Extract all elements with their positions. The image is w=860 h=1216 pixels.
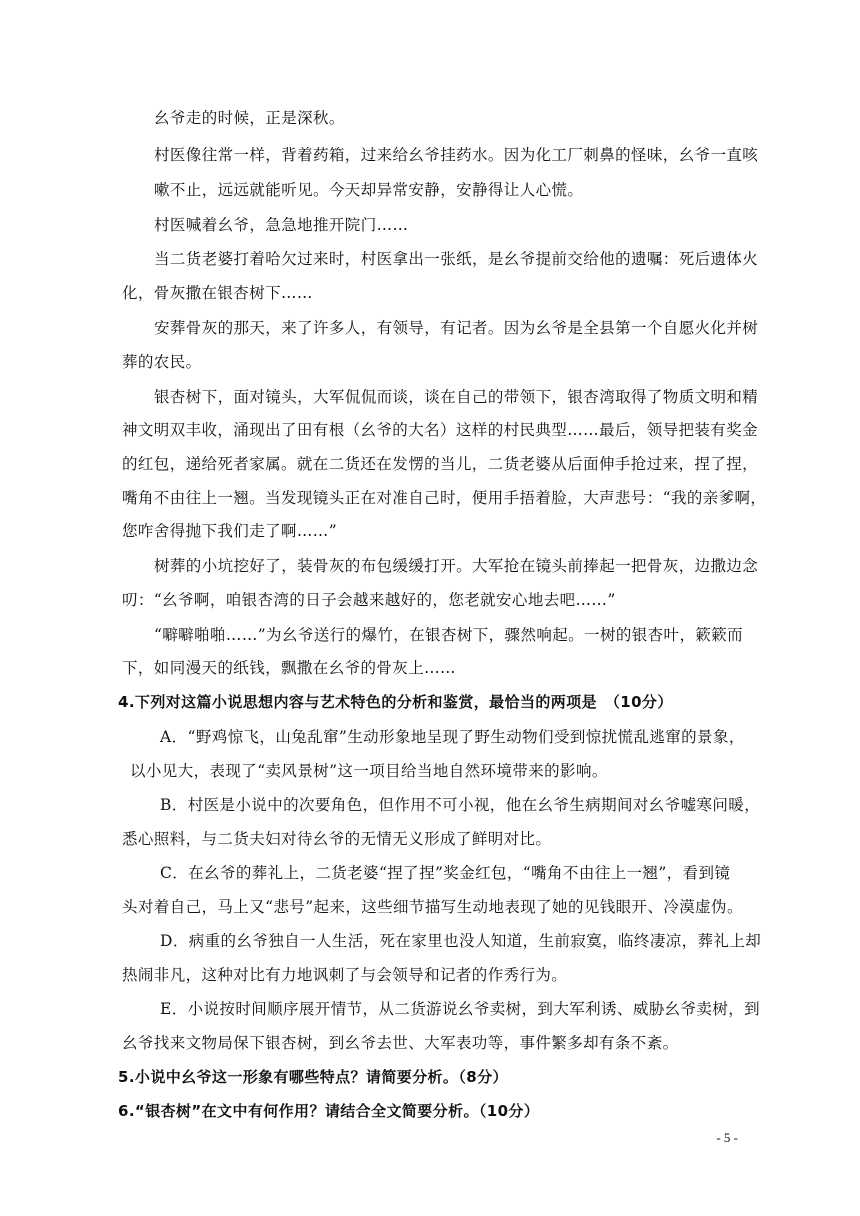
story-line: 嘴角不由往上一翘。当发现镜头正在对准自己时，便用手捂着脸，大声悲号：“我的亲爹啊， <box>122 489 767 507</box>
page-number: - 5 - <box>716 1130 738 1145</box>
option-a-line2: 以小见大，表现了“卖风景树”这一项目给当地自然环境带来的影响。 <box>130 762 608 780</box>
story-line: 化，骨灰撒在银杏树下…… <box>122 284 313 302</box>
story-line: 当二货老婆打着哈欠过来时，村医拿出一张纸，是幺爷提前交给他的遗嘱：死后遗体火 <box>154 250 759 268</box>
option-b-line2: 悉心照料，与二货夫妇对待幺爷的无情无义形成了鲜明对比。 <box>122 830 552 848</box>
story-line: 下，如同漫天的纸钱，飘撒在幺爷的骨灰上…… <box>122 659 456 677</box>
option-d-line2: 热闹非凡，这种对比有力地讽刺了与会领导和记者的作秀行为。 <box>122 966 568 984</box>
story-line: 安葬骨灰的那天，来了许多人，有领导，有记者。因为幺爷是全县第一个自愿火化并树 <box>154 319 759 337</box>
story-line: 村医喊着幺爷，急急地推开院门…… <box>154 216 409 234</box>
story-line: 树葬的小坑挖好了，装骨灰的布包缓缓打开。大军抢在镜头前捧起一把骨灰，边撒边念 <box>154 557 759 575</box>
question-5: 5.小说中幺爷这一形象有哪些特点？请简要分析。（8分） <box>118 1068 508 1086</box>
story-line: 村医像往常一样，背着药箱，过来给幺爷挂药水。因为化工厂刺鼻的怪味，幺爷一直咳 <box>154 146 759 164</box>
option-c-line1: C．在幺爷的葬礼上，二货老婆“捏了捏”奖金红包，“嘴角不由往上一翘”，看到镜 <box>160 864 731 882</box>
story-line: 嗽不止，远远就能听见。今天却异常安静，安静得让人心慌。 <box>154 181 584 199</box>
story-line: 神文明双丰收，涌现出了田有根（幺爷的大名）这样的村民典型……最后，领导把装有奖金 <box>122 421 759 439</box>
option-a-line1: A．“野鸡惊飞，山兔乱窜”生动形象地呈现了野生动物们受到惊扰慌乱逃窜的景象， <box>160 728 745 746</box>
option-d-line1: D．病重的幺爷独自一人生活，死在家里也没人知道，生前寂寞，临终凄凉，葬礼上却 <box>160 932 762 950</box>
option-c-line2: 头对着自己，马上又“悲号”起来，这些细节描写生动地表现了她的见钱眼开、冷漠虚伪。 <box>122 898 743 916</box>
story-line: 葬的农民。 <box>122 353 202 371</box>
option-b-line1: B．村医是小说中的次要角色，但作用不可小视，他在幺爷生病期间对幺爷嘘寒问暖， <box>160 796 761 814</box>
story-line: 幺爷走的时候，正是深秋。 <box>154 109 345 127</box>
story-line: 您咋舍得抛下我们走了啊……” <box>122 522 338 540</box>
story-line: 的红包，递给死者家属。就在二货还在发愣的当儿，二货老婆从后面伸手抢过来，捏了捏， <box>122 455 759 473</box>
story-line: “噼噼啪啪……”为幺爷送行的爆竹，在银杏树下，骤然响起。一树的银杏叶，簌簌而 <box>154 626 744 644</box>
question-6: 6.“银杏树”在文中有何作用？请结合全文简要分析。（10分） <box>118 1102 540 1120</box>
option-e-line1: E．小说按时间顺序展开情节，从二货游说幺爷卖树，到大军利诱、威胁幺爷卖树，到 <box>160 1000 761 1018</box>
story-line: 叨：“幺爷啊，咱银杏湾的日子会越来越好的，您老就安心地去吧……” <box>122 591 616 609</box>
question-4: 4.下列对这篇小说思想内容与艺术特色的分析和鉴赏，最恰当的两项是 （10分） <box>118 693 673 711</box>
option-e-line2: 幺爷找来文物局保下银杏树，到幺爷去世、大军表功等，事件繁多却有条不紊。 <box>122 1034 679 1052</box>
story-line: 银杏树下，面对镜头，大军侃侃而谈，谈在自己的带领下，银杏湾取得了物质文明和精 <box>154 388 759 406</box>
